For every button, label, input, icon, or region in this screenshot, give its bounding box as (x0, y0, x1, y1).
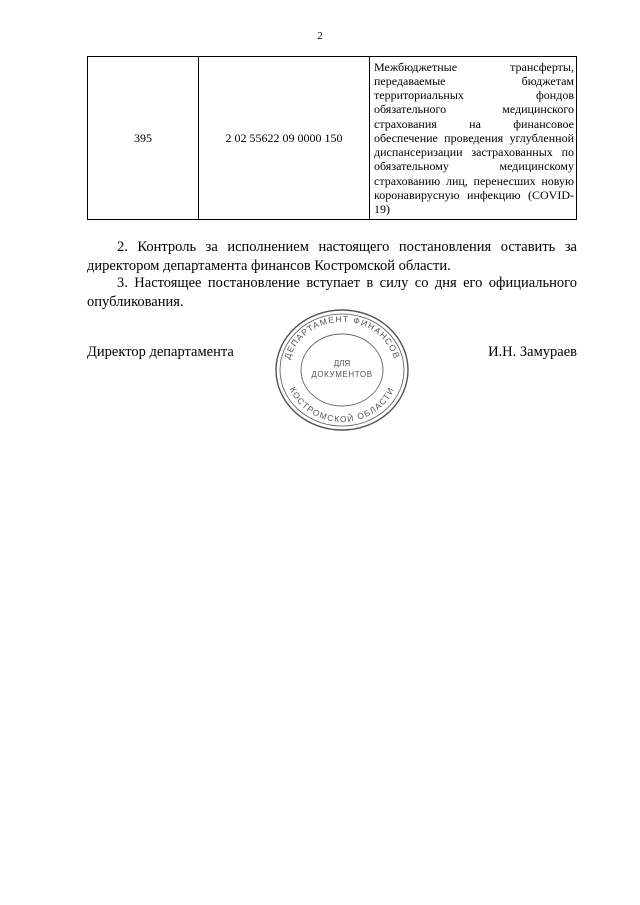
stamp-center-line2: ДОКУМЕНТОВ (311, 370, 373, 379)
signatory-title: Директор департамента (87, 344, 234, 360)
stamp-center-line1: ДЛЯ (333, 359, 351, 368)
paragraph-effective: 3. Настоящее постановление вступает в силу со дня его официального опубликования. (87, 275, 577, 310)
stamp-bottom-text: КОСТРОМСКОЙ ОБЛАСТИ (287, 385, 397, 425)
budget-table (87, 56, 577, 220)
svg-text:ДЕПАРТАМЕНТ ФИНАНСОВ (282, 314, 402, 361)
stamp-outer-text: ДЕПАРТАМЕНТ ФИНАНСОВ (281, 313, 403, 361)
table-row (88, 57, 577, 220)
classification-code-cell: 2 02 55622 09 0000 150 (199, 57, 370, 220)
description-cell: Межбюджетные трансферты, передаваемые бюджетам территориальных фондов обязательного медицинского страхования на финансовое обеспечение проведения углубленной диспансеризации застрахованных по обязательному медицинскому страхованию лиц, перенесших новую коронавирусную инфекцию (COVID-19) (370, 57, 577, 220)
budget-code-cell: 395 (88, 57, 199, 220)
seal-stamp (272, 306, 412, 434)
paragraph-control: 2. Контроль за исполнением настоящего постановления оставить за директором департамента финансов Костромской области. (87, 239, 577, 274)
svg-text:КОСТРОМСКОЙ ОБЛАСТИ (288, 385, 396, 424)
signatory-name: И.Н. Замураев (488, 344, 577, 360)
page-number: 2 (317, 30, 323, 42)
